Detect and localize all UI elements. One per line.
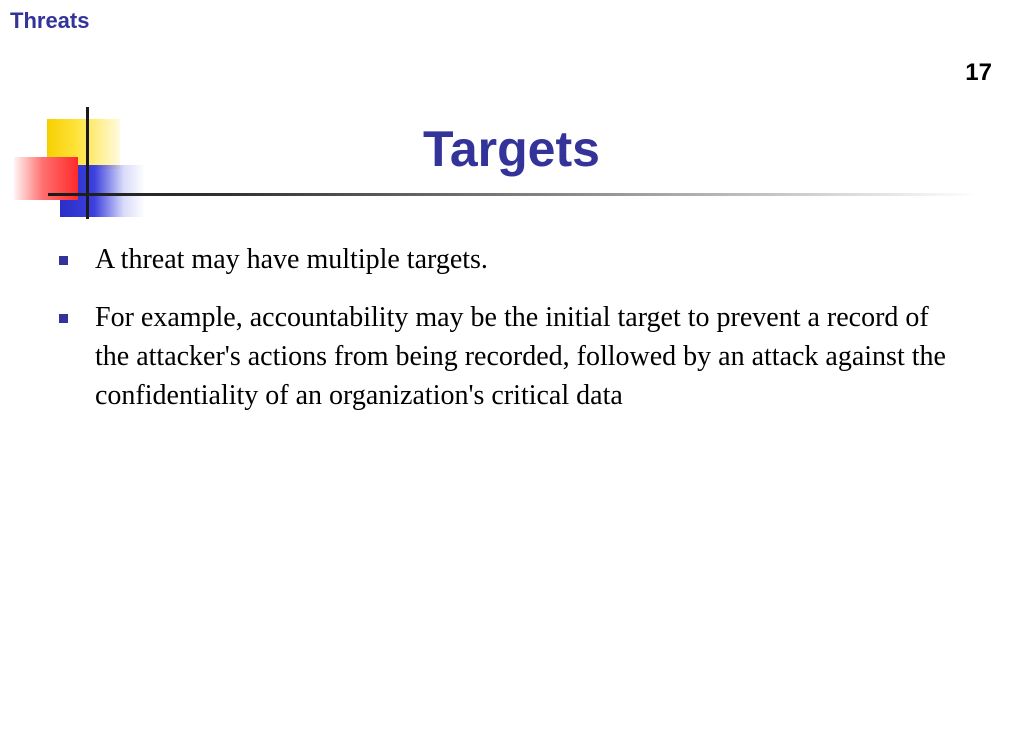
- bullet-square-icon: [59, 256, 68, 265]
- bullet-item: [55, 240, 955, 279]
- bullet-list: [55, 240, 955, 434]
- bullet-item: [55, 298, 955, 415]
- slide-title: Targets: [423, 121, 600, 177]
- title-underline: [48, 193, 978, 196]
- bullet-text: For example, accountability may be the initial target to prevent a record of the attacker's actions from being recorded, followed by an attack against the confidentiality of an organization's critical data: [95, 302, 946, 411]
- bullet-square-icon: [59, 314, 68, 323]
- bullet-text: A threat may have multiple targets.: [95, 244, 488, 275]
- section-label: Threats: [10, 8, 90, 33]
- page-number: 17: [965, 59, 992, 86]
